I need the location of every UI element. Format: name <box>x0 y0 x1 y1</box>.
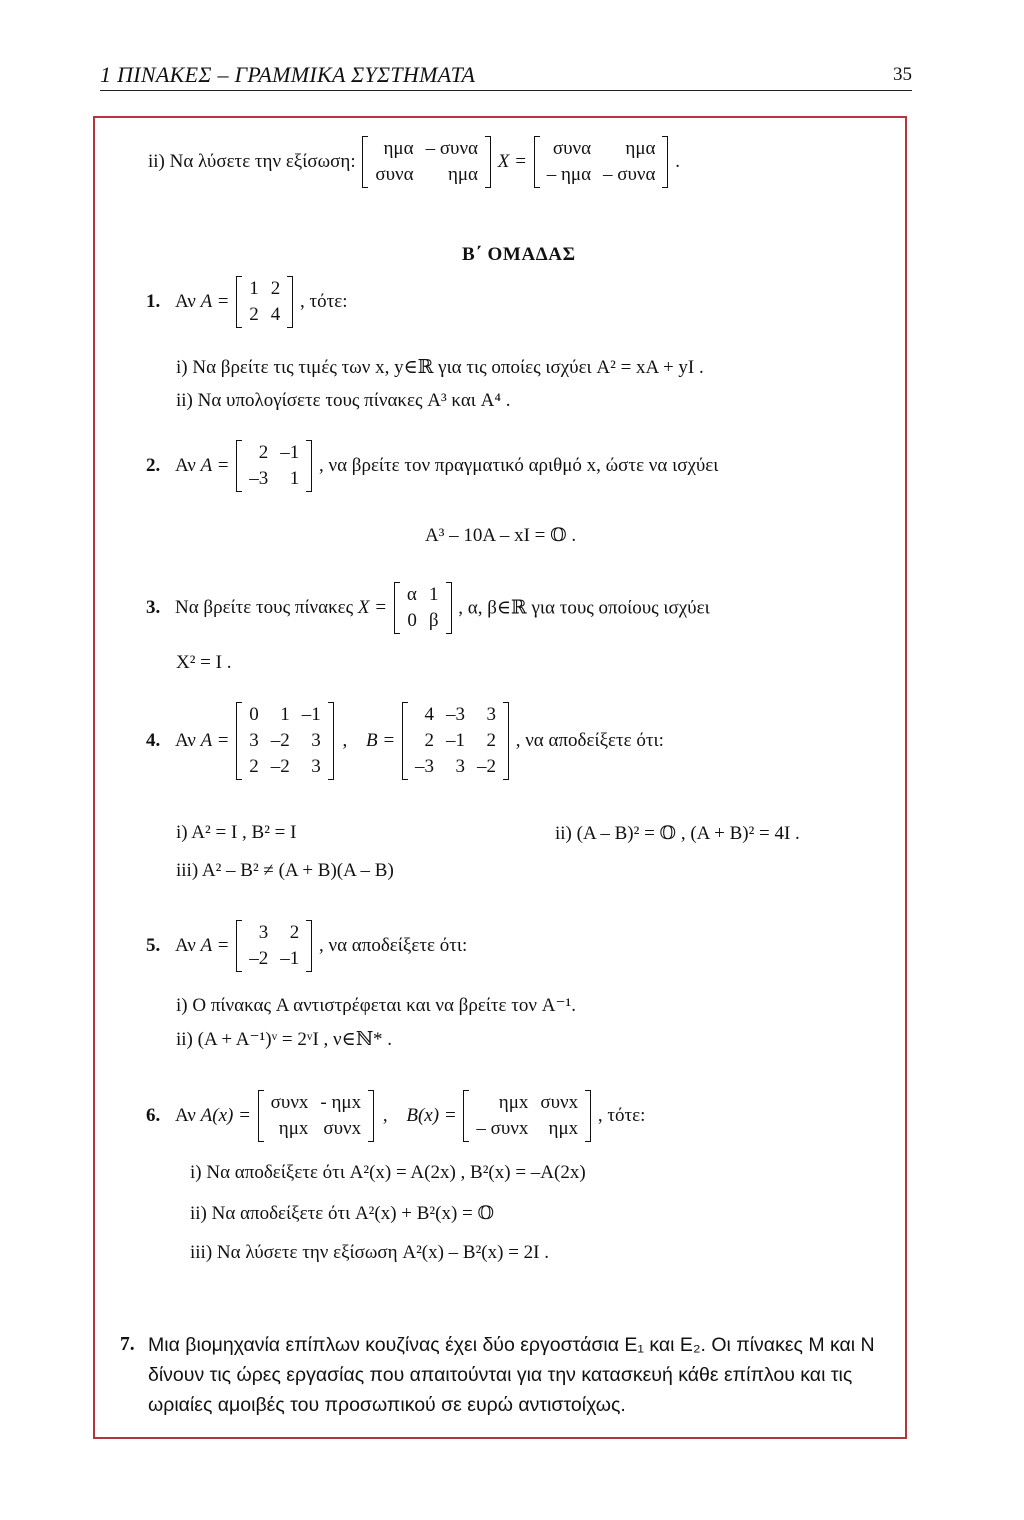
lead-text: Να βρείτε τους πίνακες <box>175 597 354 618</box>
matrix-cell: –1 <box>301 704 321 725</box>
matrix-cell: –1 <box>445 730 465 751</box>
matrix-cell: 4 <box>270 304 281 325</box>
matrix-row <box>470 1116 584 1142</box>
matrix-variable: X = <box>497 151 527 172</box>
matrix-variable: A = <box>200 455 230 476</box>
matrix-cell: 1 <box>289 468 300 489</box>
matrix-row <box>243 440 305 466</box>
exercise-4-part-iii: iii) A² – B² ≠ (A + B)(A – B) <box>176 860 394 881</box>
matrix-row <box>265 1116 367 1142</box>
matrix-cell: β <box>428 610 439 631</box>
tail-text: , να αποδείξετε ότι: <box>515 730 664 751</box>
matrix-cell: 2 <box>486 730 496 751</box>
header-rule <box>100 90 912 91</box>
matrix-cell: 2 <box>289 922 300 943</box>
matrix <box>258 1090 374 1142</box>
matrix-row <box>265 1090 367 1116</box>
exercise-7-text: Μια βιομηχανία επίπλων κουζίνας έχει δύο εργοστάσια E₁ και E₂. Οι πίνακες M και N δίνουν τις ώρες εργασίας που απαιτούνται για την κατασκευή κάθε επίπλου και τις ωριαίες αμοιβές του προσωπικού σε ευρώ αντιστοίχως. <box>148 1334 875 1416</box>
matrix <box>394 582 452 634</box>
comma: , <box>342 730 348 751</box>
matrix-cell: 4 <box>424 704 434 725</box>
matrix-row <box>243 702 327 728</box>
tail-text: , τότε: <box>300 291 348 312</box>
matrix-cell: ημx <box>278 1118 309 1139</box>
matrix-variable: B(x) = <box>406 1105 457 1126</box>
matrix-variable: X = <box>357 597 388 618</box>
exercise-number: 7. <box>120 1334 135 1355</box>
top-item <box>148 136 680 188</box>
page-number: 35 <box>893 64 912 85</box>
matrix-cell: ημx <box>498 1092 529 1113</box>
matrix-cell: 2 <box>270 278 281 299</box>
matrix-row <box>401 608 445 634</box>
matrix-cell: συνx <box>540 1092 579 1113</box>
matrix-cell: 0 <box>407 610 417 631</box>
exercise-2-equation: A³ – 10A – xI = 𝕆 . <box>425 525 577 546</box>
matrix-variable: A = <box>200 291 230 312</box>
section-heading: Β΄ ΟΜΑΔΑΣ <box>462 244 576 265</box>
matrix-cell: συνα <box>552 138 592 159</box>
matrix-cell: – συνα <box>425 138 479 159</box>
matrix <box>236 920 312 972</box>
matrix-cell: –3 <box>249 468 269 489</box>
matrix-cell: –2 <box>476 756 496 777</box>
matrix-cell: –1 <box>280 948 300 969</box>
matrix-cell: 2 <box>249 304 259 325</box>
matrix-row <box>243 276 286 302</box>
matrix-cell: – συνα <box>603 164 656 185</box>
matrix <box>402 702 509 780</box>
matrix-row <box>243 920 305 946</box>
matrix-row <box>243 946 305 972</box>
exercise-number: 6. <box>146 1105 161 1126</box>
matrix <box>236 276 293 328</box>
matrix-row <box>369 162 484 188</box>
exercise-6-part-iii: iii) Να λύσετε την εξίσωση A²(x) – B²(x) = 2I . <box>190 1242 549 1263</box>
exercise-2 <box>146 440 718 492</box>
exercise-6-part-i: i) Να αποδείξετε ότι A²(x) = A(2x) , B²(x) = –A(2x) <box>190 1162 586 1183</box>
matrix-cell: 3 <box>258 922 269 943</box>
matrix-cell: 3 <box>311 756 321 777</box>
matrix-cell: 3 <box>455 756 465 777</box>
matrix <box>236 702 334 780</box>
exercise-1-part-ii: ii) Να υπολογίσετε τους πίνακες A³ και A⁴ . <box>176 390 511 411</box>
matrix-cell: 3 <box>486 704 496 725</box>
matrix-cell: - ημx <box>320 1092 362 1113</box>
exercise-number: 3. <box>146 597 161 618</box>
matrix-cell: ημx <box>548 1118 579 1139</box>
exercise-number: 4. <box>146 730 161 751</box>
matrix-cell: –3 <box>445 704 465 725</box>
tail-text: , τότε: <box>597 1105 646 1126</box>
exercise-7 <box>120 1330 888 1420</box>
exercise-5 <box>146 920 467 972</box>
matrix-cell: –2 <box>270 730 290 751</box>
exercise-5-part-i: i) Ο πίνακας A αντιστρέφεται και να βρείτε τον A⁻¹. <box>176 995 576 1016</box>
page-header <box>100 60 912 92</box>
matrix-variable: A = <box>200 935 230 956</box>
matrix-variable: B = <box>366 730 396 751</box>
matrix-cell: συνα <box>375 164 414 185</box>
matrix-variable: A = <box>200 730 230 751</box>
comma: , <box>382 1105 388 1126</box>
matrix-cell: –2 <box>270 756 290 777</box>
matrix-cell: 2 <box>258 442 269 463</box>
exercise-6 <box>146 1090 645 1142</box>
matrix-row <box>541 136 662 162</box>
matrix-cell: –2 <box>249 948 269 969</box>
matrix-cell: 2 <box>424 730 434 751</box>
exercise-number: 5. <box>146 935 161 956</box>
exercise-4-part-ii: ii) (A – B)² = 𝕆 , (A + B)² = 4I . <box>555 823 800 844</box>
matrix-cell: ημα <box>625 138 656 159</box>
matrix-cell: 0 <box>249 704 259 725</box>
matrix-cell: ημα <box>383 138 414 159</box>
matrix-cell: –3 <box>414 756 434 777</box>
tail-text: , να αποδείξετε ότι: <box>319 935 468 956</box>
lead-text: Αν <box>175 291 196 312</box>
matrix-row <box>470 1090 584 1116</box>
matrix-cell: 1 <box>249 278 259 299</box>
matrix-variable: A(x) = <box>200 1105 251 1126</box>
matrix-row <box>541 162 662 188</box>
matrix-cell: 1 <box>429 584 439 605</box>
lead-text: Αν <box>175 1105 196 1126</box>
matrix-cell: συνx <box>270 1092 309 1113</box>
tail-text: , α, β∈ℝ για τους οποίους ισχύει <box>458 597 710 619</box>
exercise-1 <box>146 276 348 328</box>
matrix-cell: – ημα <box>546 164 592 185</box>
lead-text: Αν <box>175 935 196 956</box>
lead-text: Αν <box>175 730 196 751</box>
matrix-row <box>409 702 502 728</box>
matrix-cell: 2 <box>249 756 259 777</box>
matrix-row <box>401 582 445 608</box>
lead-text: Αν <box>175 455 196 476</box>
matrix <box>362 136 491 188</box>
exercise-6-part-ii: ii) Να αποδείξετε ότι A²(x) + B²(x) = 𝕆 <box>190 1203 495 1224</box>
exercise-5-part-ii: ii) (A + A⁻¹)ᵛ = 2ᵛI , ν∈ℕ* . <box>176 1029 393 1050</box>
exercise-number: 2. <box>146 455 161 476</box>
matrix-cell: 3 <box>311 730 321 751</box>
matrix-cell: 3 <box>249 730 259 751</box>
matrix-cell: α <box>406 584 417 605</box>
matrix-row <box>243 728 327 754</box>
exercise-number: 1. <box>146 291 161 312</box>
chapter-title: 1 ΠΙΝΑΚΕΣ – ΓΡΑΜΜΙΚΑ ΣΥΣΤΗΜΑΤΑ <box>100 62 476 87</box>
matrix-row <box>243 466 305 492</box>
matrix <box>463 1090 591 1142</box>
matrix-row <box>369 136 484 162</box>
exercise-1-part-i: i) Να βρείτε τις τιμές των x, y∈ℝ για τις οποίες ισχύει A² = xA + yI . <box>176 357 704 378</box>
matrix-cell: –1 <box>280 442 300 463</box>
matrix-cell: – συνx <box>476 1118 529 1139</box>
matrix-row <box>409 754 502 780</box>
matrix-row <box>243 754 327 780</box>
end-punct: . <box>675 151 680 172</box>
exercise-4-part-i: i) A² = I , B² = I <box>176 822 297 843</box>
top-item-text: ii) Να λύσετε την εξίσωση: <box>148 151 356 172</box>
exercise-4 <box>146 702 664 780</box>
matrix-row <box>409 728 502 754</box>
matrix-cell: συνx <box>323 1118 362 1139</box>
exercise-3 <box>146 582 710 634</box>
matrix <box>236 440 312 492</box>
matrix-cell: ημα <box>447 164 479 185</box>
tail-text: , να βρείτε τον πραγματικό αριθμό x, ώστε να ισχύει <box>319 455 719 476</box>
matrix-row <box>243 302 286 328</box>
matrix <box>534 136 669 188</box>
exercise-3-line2: X² = I . <box>176 652 232 673</box>
matrix-cell: 1 <box>280 704 290 725</box>
